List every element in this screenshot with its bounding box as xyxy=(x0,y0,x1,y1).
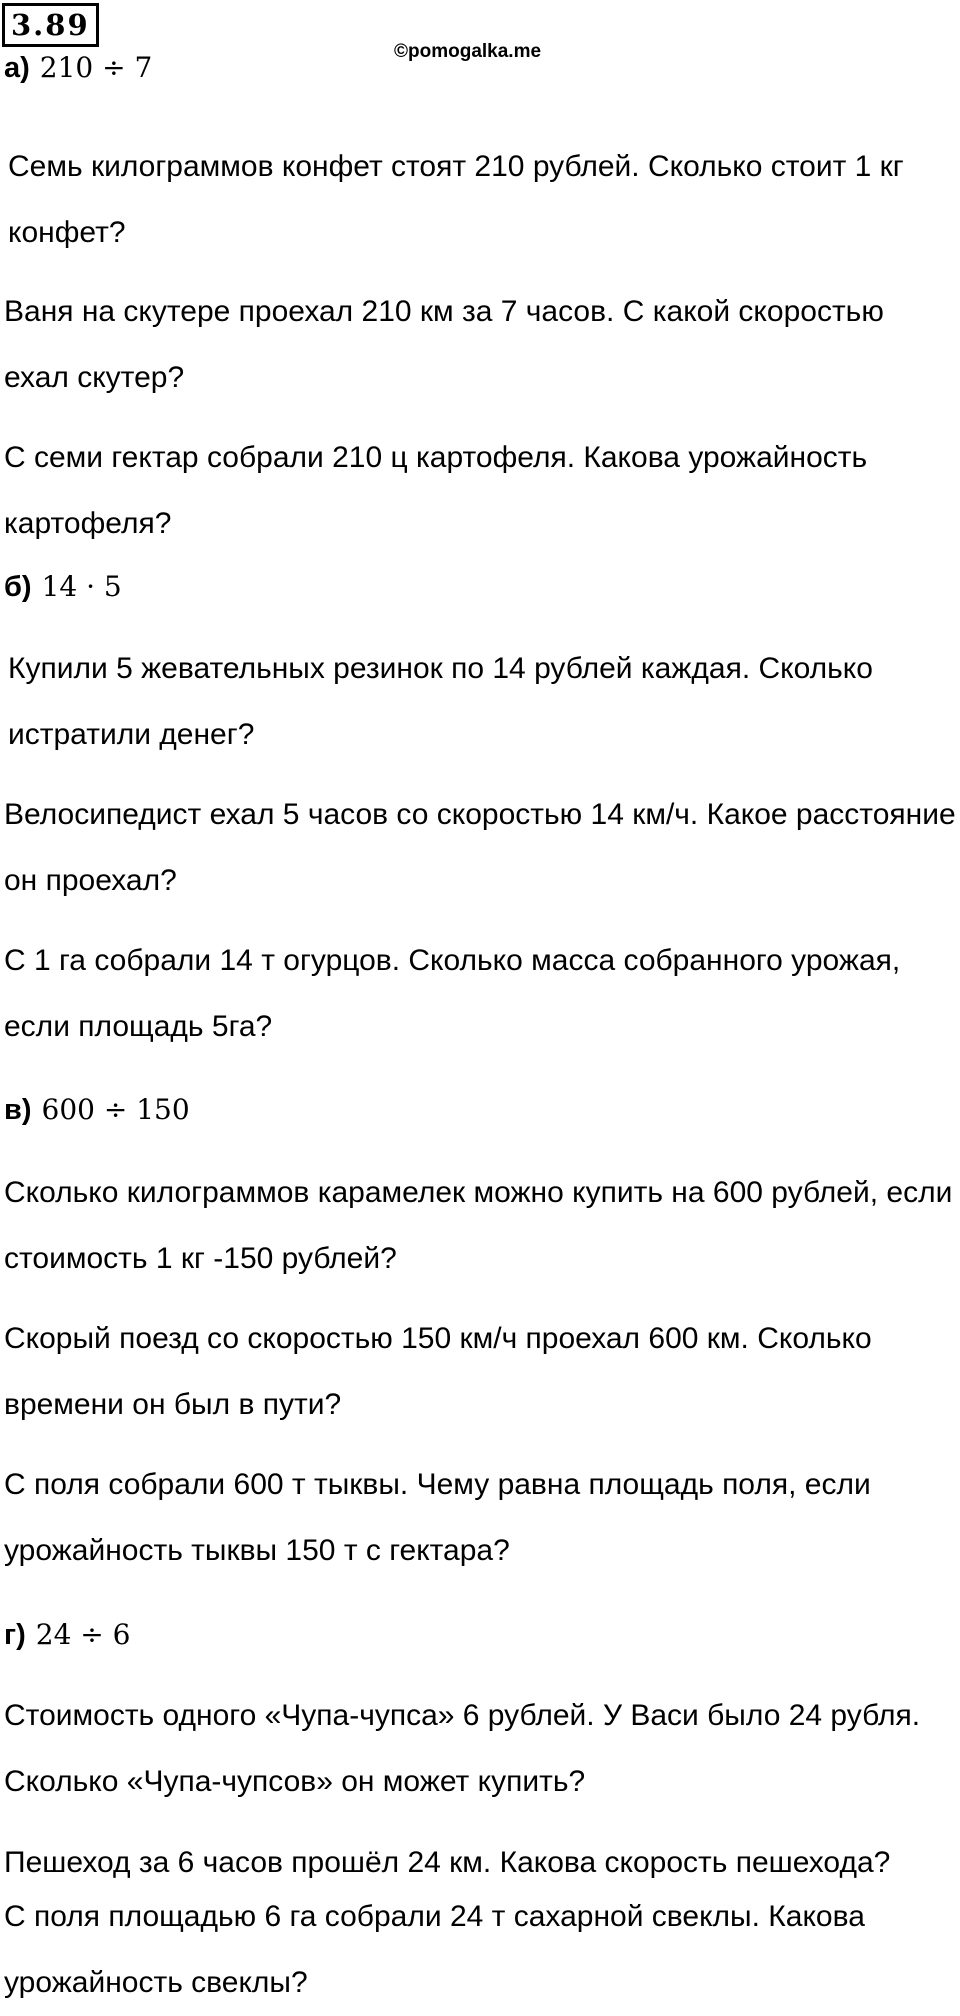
task-number-box: 3.89 xyxy=(2,3,99,47)
problem-text: Стоимость одного «Чупа-чупса» 6 рублей. У Васи было 24 рубля. Сколько «Чупа-чупсов» он может купить? xyxy=(4,1699,921,1798)
problem-text: С поля площадью 6 га собрали 24 т сахарной свеклы. Какова урожайность свеклы? xyxy=(4,1900,865,1999)
section-expression: 24 ÷ 6 xyxy=(35,1618,131,1651)
section-expression: 210 ÷ 7 xyxy=(39,51,153,84)
problem-text: Ваня на скутере проехал 210 км за 7 часов. С какой скоростью ехал скутер? xyxy=(4,295,884,394)
section-letter: г) xyxy=(4,1619,26,1651)
section-d-heading xyxy=(4,1615,130,1655)
watermark: ©pomogalka.me xyxy=(394,41,542,62)
section-a-heading xyxy=(4,48,152,88)
problem-text: Купили 5 жевательных резинок по 14 рублей каждая. Сколько истратили денег? xyxy=(8,652,873,751)
problem-text: Скорый поезд со скоростью 150 км/ч проехал 600 км. Сколько времени он был в пути? xyxy=(4,1322,872,1421)
problem-text: Семь килограммов конфет стоят 210 рублей. Сколько стоит 1 кг конфет? xyxy=(8,150,904,249)
section-letter: б) xyxy=(4,571,32,603)
section-expression: 14 · 5 xyxy=(41,570,122,603)
section-expression: 600 ÷ 150 xyxy=(41,1093,190,1126)
problem-text: С поля собрали 600 т тыквы. Чему равна площадь поля, если урожайность тыквы 150 т с гектара? xyxy=(4,1468,871,1567)
section-b-heading xyxy=(4,567,122,607)
section-letter: а) xyxy=(4,52,30,84)
problem-text: С семи гектар собрали 210 ц картофеля. Какова урожайность картофеля? xyxy=(4,441,868,540)
problem-text: С 1 га собрали 14 т огурцов. Сколько масса собранного урожая, если площадь 5га? xyxy=(4,944,901,1043)
problem-text: Сколько килограммов карамелек можно купить на 600 рублей, если стоимость 1 кг -150 рублей? xyxy=(4,1176,953,1275)
section-c-heading xyxy=(4,1090,190,1130)
problem-text: Велосипедист ехал 5 часов со скоростью 14 км/ч. Какое расстояние он проехал? xyxy=(4,798,956,897)
section-letter: в) xyxy=(4,1094,32,1126)
problem-text: Пешеход за 6 часов прошёл 24 км. Какова скорость пешехода? xyxy=(4,1846,891,1879)
